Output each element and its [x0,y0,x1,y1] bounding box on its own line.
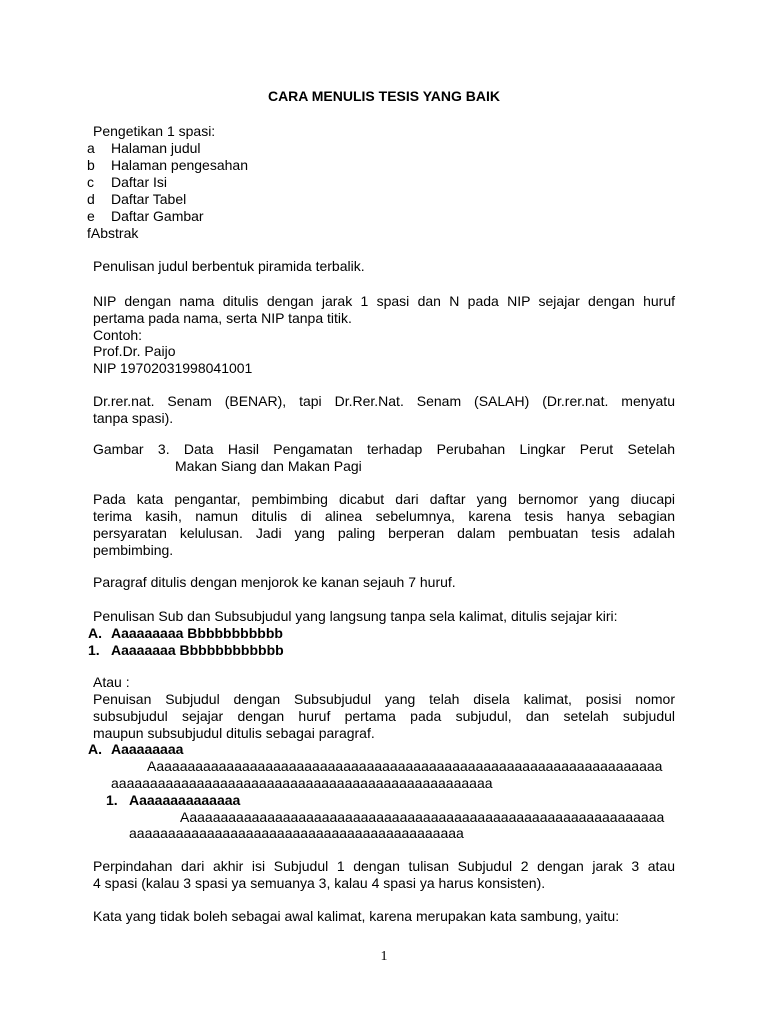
example-heading-marker: A. [88,741,102,757]
figure-caption-line: Makan Siang dan Makan Pagi [175,458,362,474]
paragraph-indent: Paragraf ditulis dengan menjorok ke kanan sejauh 7 huruf. [93,574,456,590]
paragraph-kata: Kata yang tidak boleh sebagai awal kalimat, karena merupakan kata sambung, yaitu: [93,908,620,924]
paragraph-nip-line: pertama pada nama, serta NIP tanpa titik. [93,310,352,326]
paragraph-drrer-line: Dr.rer.nat. Senam (BENAR), tapi Dr.Rer.Nat. Senam (SALAH) (Dr.rer.nat. menyatu [93,393,675,409]
example-body-line: aaaaaaaaaaaaaaaaaaaaaaaaaaaaaaaaaaaaaaaaaaa [129,825,464,841]
example-body-line: Aaaaaaaaaaaaaaaaaaaaaaaaaaaaaaaaaaaaaaaaaaaaaaaaaaaaaaaaaaaaaaaaaa [147,758,663,774]
paragraph-judul: Penulisan judul berbentuk piramida terbalik. [93,258,365,274]
list-item: Halaman pengesahan [111,157,248,173]
paragraph-subjudul: Penulisan Sub dan Subsubjudul yang langsung tanpa sela kalimat, ditulis sejajar kiri: [93,608,618,624]
atau-label: Atau : [93,674,130,690]
figure-caption-line: Gambar 3. Data Hasil Pengamatan terhadap Perubahan Lingkar Perut Setelah [93,441,675,457]
example-heading-marker: A. [88,625,102,641]
contoh-nip: NIP 19702031998041001 [93,360,253,376]
list-marker: d [87,191,95,207]
paragraph-pindah-line: 4 spasi (kalau 3 spasi ya semuanya 3, kalau 4 spasi ya harus konsisten). [93,875,546,891]
paragraph-pengantar-line: Pada kata pengantar, pembimbing dicabut dari daftar yang bernomor yang diucapi [93,491,675,507]
spacing-intro: Pengetikan 1 spasi: [93,123,216,139]
example-subheading-marker: 1. [88,642,100,658]
example-subheading: Aaaaaaaa Bbbbbbbbbbbb [111,642,284,658]
contoh-label: Contoh: [93,327,143,343]
paragraph-pengantar-line: persyaratan kelulusan. Jadi yang paling berperan dalam pembuatan tesis adalah [93,525,675,541]
list-item: Daftar Gambar [111,208,204,224]
list-item: fAbstrak [87,225,139,241]
paragraph-penuisan-line: maupun subsubjudul ditulis sebagai paragraf. [93,725,375,741]
list-item: Daftar Isi [111,174,168,190]
contoh-name: Prof.Dr. Paijo [93,343,176,359]
example-subheading: Aaaaaaaaaaaaaa [129,792,241,808]
example-heading: Aaaaaaaaa [111,741,184,757]
paragraph-pengantar-line: terima kasih, namun ditulis di alinea sebelumnya, karena tesis hanya sebagian [93,508,675,524]
list-marker: e [87,208,95,224]
paragraph-drrer-line: tanpa spasi). [93,410,174,426]
example-body-line: Aaaaaaaaaaaaaaaaaaaaaaaaaaaaaaaaaaaaaaaaaaaaaaaaaaaaaaaaaaaaaa [180,809,665,825]
document-title: CARA MENULIS TESIS YANG BAIK [267,88,501,104]
paragraph-pengantar-line: pembimbing. [93,542,174,558]
paragraph-penuisan-line: Penuisan Subjudul dengan Subsubjudul yang telah disela kalimat, posisi nomor [93,691,675,707]
list-item: Daftar Tabel [111,191,187,207]
example-subheading-marker: 1. [106,792,118,808]
paragraph-pindah-line: Perpindahan dari akhir isi Subjudul 1 dengan tulisan Subjudul 2 dengan jarak 3 atau [93,858,675,874]
paragraph-penuisan-line: subsubjudul sejajar dengan huruf pertama pada subjudul, dan setelah subjudul [93,708,675,724]
list-marker: b [87,157,95,173]
page-number: 1 [380,949,388,964]
paragraph-nip-line: NIP dengan nama ditulis dengan jarak 1 spasi dan N pada NIP sejajar dengan huruf [93,293,675,309]
list-item: Halaman judul [111,140,201,156]
example-heading: Aaaaaaaaa Bbbbbbbbbbb [111,625,283,641]
list-marker: c [87,174,94,190]
example-body-line: aaaaaaaaaaaaaaaaaaaaaaaaaaaaaaaaaaaaaaaaaaaaaaaaa [111,775,493,791]
list-marker: a [87,140,95,156]
